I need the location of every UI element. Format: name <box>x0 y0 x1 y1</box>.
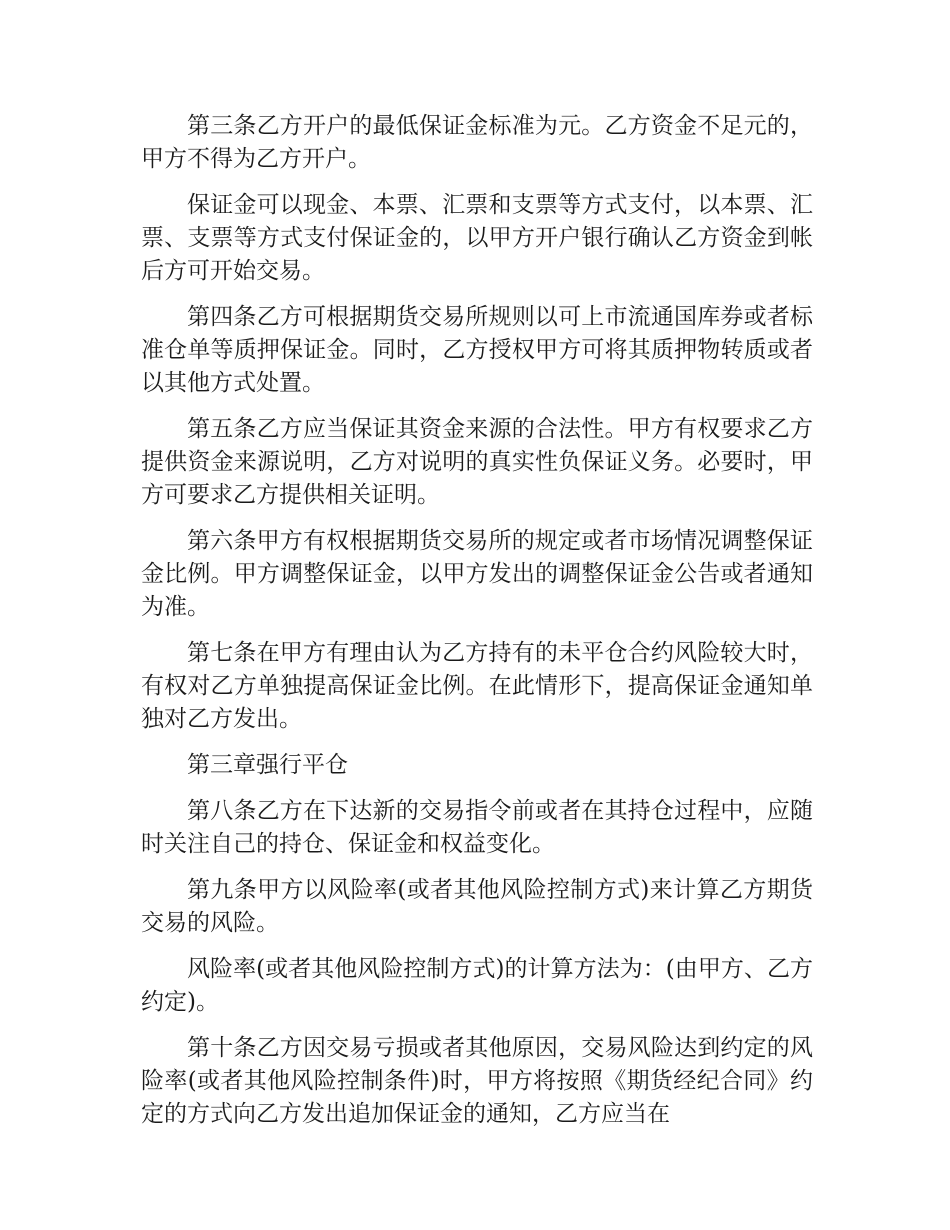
paragraph-article-10: 第十条乙方因交易亏损或者其他原因，交易风险达到约定的风险率(或者其他风险控制条件)时，甲方将按照《期货经纪合同》约定的方式向乙方发出追加保证金的通知，乙方应当在 <box>141 1035 813 1127</box>
paragraph-article-4: 第四条乙方可根据期货交易所规则以可上市流通国库券或者标准仓单等质押保证金。同时，乙方授权甲方可将其质押物转质或者以其他方式处置。 <box>141 304 813 396</box>
paragraph-article-9: 第九条甲方以风险率(或者其他风险控制方式)来计算乙方期货交易的风险。 <box>141 877 813 936</box>
paragraph-article-7: 第七条在甲方有理由认为乙方持有的未平仓合约风险较大时，有权对乙方单独提高保证金比例。在此情形下，提高保证金通知单独对乙方发出。 <box>141 640 813 732</box>
paragraph-article-5: 第五条乙方应当保证其资金来源的合法性。甲方有权要求乙方提供资金来源说明，乙方对说明的真实性负保证义务。必要时，甲方可要求乙方提供相关证明。 <box>141 416 813 508</box>
document-body <box>141 110 813 1144</box>
paragraph-risk-rate-method: 风险率(或者其他风险控制方式)的计算方法为：(由甲方、乙方约定)。 <box>141 956 813 1015</box>
paragraph-deposit-payment: 保证金可以现金、本票、汇票和支票等方式支付，以本票、汇票、支票等方式支付保证金的，以甲方开户银行确认乙方资金到帐后方可开始交易。 <box>141 192 813 284</box>
paragraph-article-6: 第六条甲方有权根据期货交易所的规定或者市场情况调整保证金比例。甲方调整保证金，以甲方发出的调整保证金公告或者通知为准。 <box>141 528 813 620</box>
chapter-heading: 第三章强行平仓 <box>187 752 348 778</box>
paragraph-article-8: 第八条乙方在下达新的交易指令前或者在其持仓过程中，应随时关注自己的持仓、保证金和权益变化。 <box>141 798 813 857</box>
paragraph-article-3: 第三条乙方开户的最低保证金标准为元。乙方资金不足元的，甲方不得为乙方开户。 <box>141 113 813 172</box>
